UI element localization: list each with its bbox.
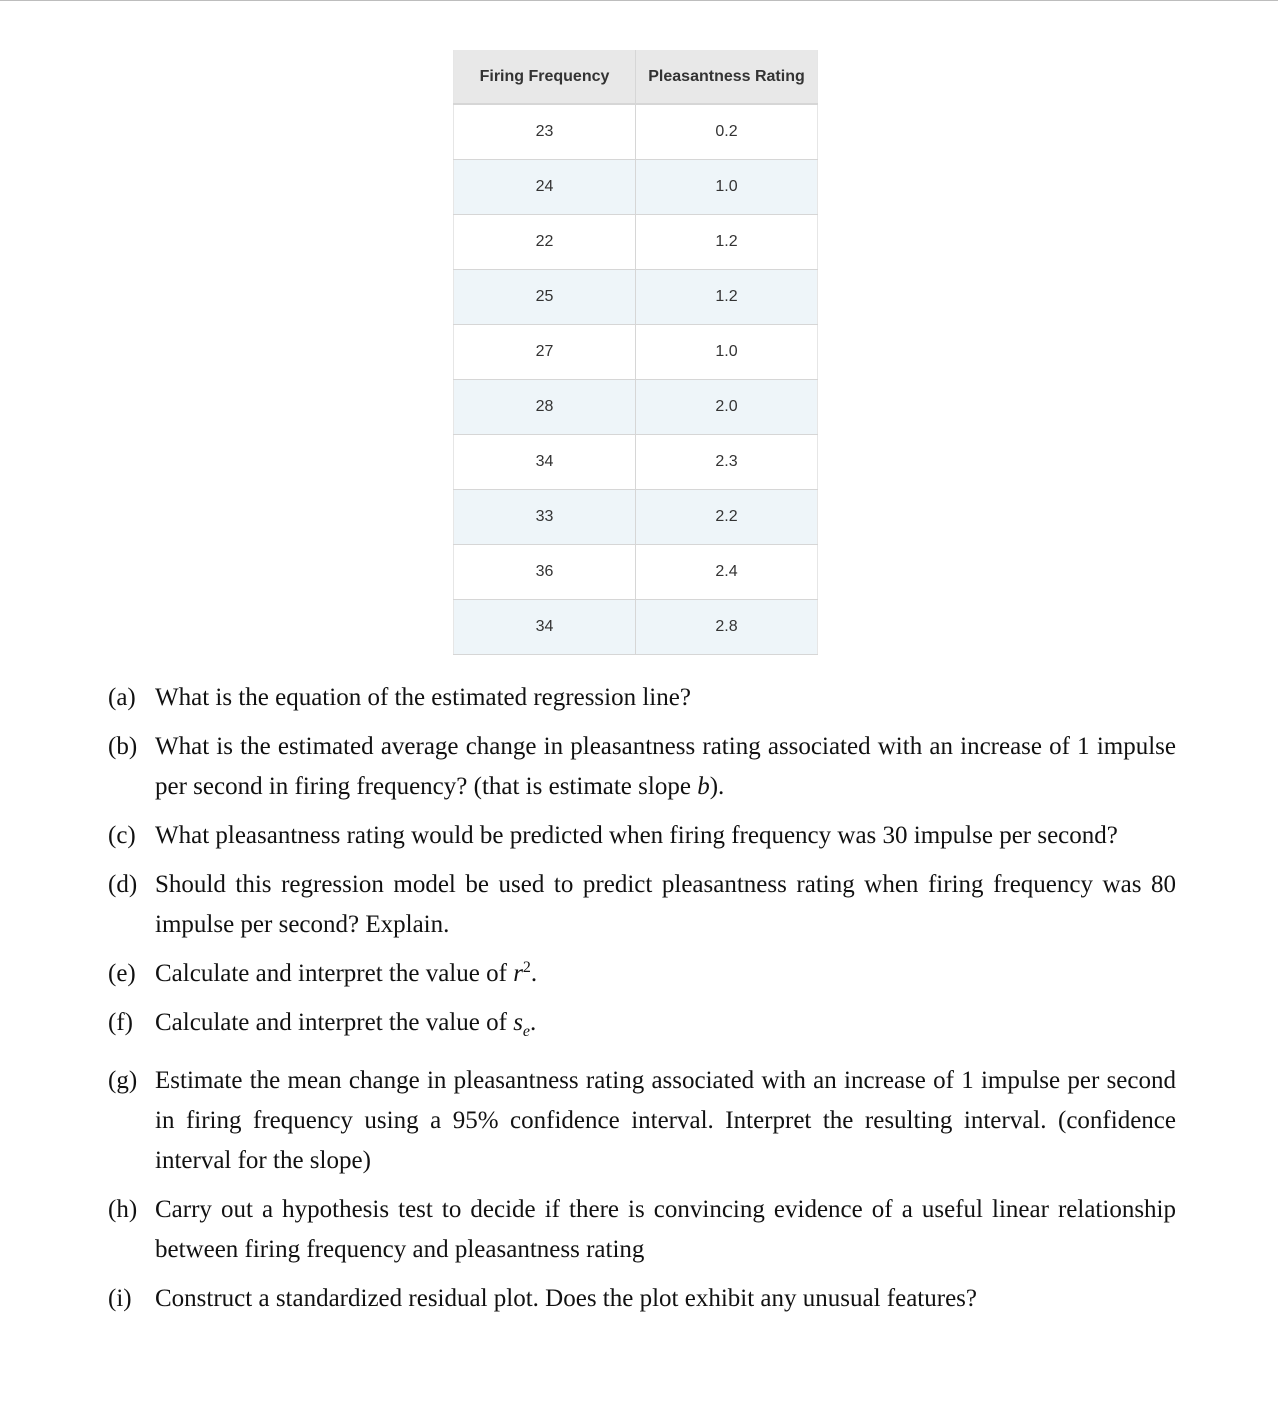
question-item <box>108 1061 1176 1181</box>
question-list <box>108 678 1176 1328</box>
question-label: (c) <box>108 822 136 849</box>
table-row <box>454 270 818 325</box>
question-body: Construct a standardized residual plot. Does the plot exhibit any unusual features? <box>155 1285 977 1312</box>
firing-frequency-cell: 33 <box>454 490 636 545</box>
question-item <box>108 727 1176 807</box>
question-item <box>108 1190 1176 1270</box>
math-symbol: s <box>513 1009 523 1036</box>
question-punctuation: ). <box>709 773 725 800</box>
question-text <box>155 1190 1176 1270</box>
question-text <box>155 954 1176 994</box>
question-item <box>108 1003 1176 1052</box>
question-text <box>155 865 1176 945</box>
table-row <box>454 104 818 160</box>
table-row <box>454 545 818 600</box>
firing-frequency-cell: 22 <box>454 215 636 270</box>
math-symbol: r <box>513 960 523 987</box>
firing-frequency-cell: 28 <box>454 380 636 435</box>
question-label: (e) <box>108 960 136 987</box>
question-body: Estimate the mean change in pleasantness rating associated with an increase of 1 impulse per second in firing frequency using a 95% confidence interval. Interpret the resulting interval. (confidence interval for the slope) <box>155 1067 1176 1174</box>
math-subscript-symbol: e <box>522 1023 531 1040</box>
question-text <box>155 816 1176 856</box>
table-row <box>454 380 818 435</box>
question-body: Should this regression model be used to predict pleasantness rating when firing frequency was 80 impulse per second? Explain. <box>155 871 1176 938</box>
math-superscript: 2 <box>522 959 531 976</box>
pleasantness-rating-cell: 2.3 <box>636 435 818 490</box>
question-body: Calculate and interpret the value of <box>155 1009 514 1036</box>
pleasantness-rating-cell: 2.8 <box>636 600 818 655</box>
pleasantness-rating-cell: 2.2 <box>636 490 818 545</box>
question-body: What is the equation of the estimated regression line? <box>155 684 691 711</box>
math-symbol: b <box>697 773 710 800</box>
question-text <box>155 1061 1176 1181</box>
pleasantness-rating-cell: 1.0 <box>636 325 818 380</box>
question-text <box>155 1279 1176 1319</box>
firing-frequency-cell: 36 <box>454 545 636 600</box>
question-item <box>108 678 1176 718</box>
question-text <box>155 727 1176 807</box>
firing-frequency-cell: 25 <box>454 270 636 325</box>
table-row <box>454 600 818 655</box>
question-body: What pleasantness rating would be predicted when firing frequency was 30 impulse per second? <box>155 822 1118 849</box>
table-row <box>454 160 818 215</box>
table-row <box>454 490 818 545</box>
question-body: What is the estimated average change in pleasantness rating associated with an increase of 1 impulse per second in firing frequency? (that is estimate slope <box>155 733 1176 800</box>
question-label: (a) <box>108 684 136 711</box>
question-label: (g) <box>108 1067 138 1094</box>
firing-frequency-cell: 23 <box>454 104 636 160</box>
question-item <box>108 954 1176 994</box>
question-item <box>108 1279 1176 1319</box>
table-row <box>454 215 818 270</box>
pleasantness-rating-cell: 1.2 <box>636 215 818 270</box>
question-punctuation: . <box>530 1009 537 1036</box>
data-table <box>453 50 818 655</box>
table-row <box>454 435 818 490</box>
top-divider <box>0 0 1278 1</box>
question-label: (f) <box>108 1009 133 1036</box>
firing-frequency-cell: 24 <box>454 160 636 215</box>
firing-frequency-cell: 34 <box>454 600 636 655</box>
pleasantness-rating-cell: 1.2 <box>636 270 818 325</box>
question-label: (i) <box>108 1285 132 1312</box>
header-pleasantness-rating: Pleasantness Rating <box>636 50 818 104</box>
firing-frequency-cell: 27 <box>454 325 636 380</box>
math-subscript <box>523 1023 530 1040</box>
question-punctuation: . <box>530 960 538 987</box>
question-label: (d) <box>108 871 138 898</box>
pleasantness-rating-cell: 1.0 <box>636 160 818 215</box>
header-firing-frequency: Firing Frequency <box>454 50 636 104</box>
question-text <box>155 678 1176 718</box>
question-item <box>108 865 1176 945</box>
question-body: Carry out a hypothesis test to decide if there is convincing evidence of a useful linear relationship between firing frequency and pleasantness rating <box>155 1196 1176 1263</box>
question-label: (h) <box>108 1196 138 1223</box>
question-item <box>108 816 1176 856</box>
question-text <box>155 1003 1176 1052</box>
pleasantness-rating-cell: 0.2 <box>636 104 818 160</box>
table-header-row <box>454 50 818 104</box>
question-label: (b) <box>108 733 138 760</box>
question-body: Calculate and interpret the value of <box>155 960 514 987</box>
pleasantness-rating-cell: 2.4 <box>636 545 818 600</box>
pleasantness-rating-cell: 2.0 <box>636 380 818 435</box>
table-row <box>454 325 818 380</box>
firing-frequency-cell: 34 <box>454 435 636 490</box>
